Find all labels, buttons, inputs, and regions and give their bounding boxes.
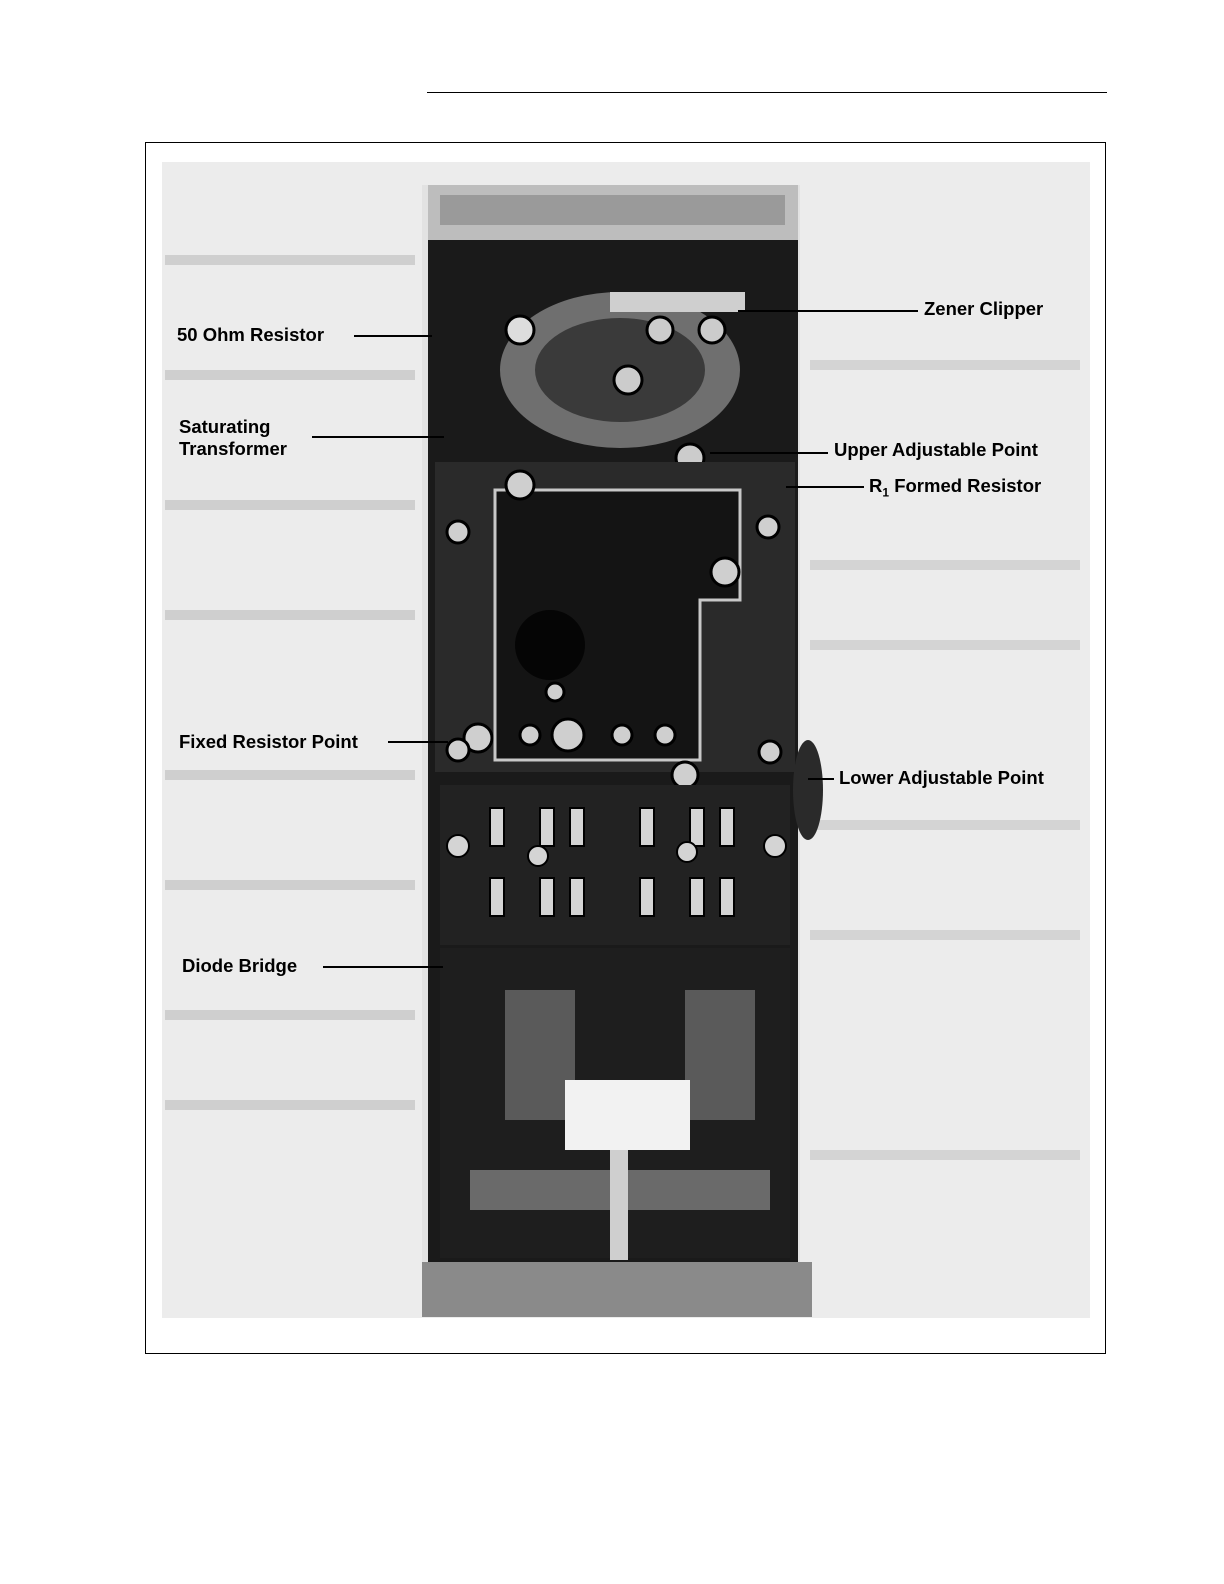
label-saturating-transformer (179, 416, 287, 460)
label-zener-clipper: Zener Clipper (924, 298, 1044, 319)
lower-adjustable-point-arm (793, 740, 823, 840)
resistor-terminal (506, 316, 534, 344)
leader-saturating-transformer (312, 436, 444, 438)
label-diode-bridge: Diode Bridge (182, 955, 298, 976)
leader-fixed-resistor-point (388, 741, 448, 743)
zener-clipper-part (610, 292, 745, 312)
leader-lower-adjustable-point (808, 778, 834, 780)
label-upper-adjustable-point: Upper Adjustable Point (834, 439, 1038, 460)
leader-diode-bridge (323, 966, 443, 968)
label-saturating-line1: Saturating (179, 416, 271, 437)
leader-50-ohm-resistor (354, 335, 432, 337)
label-r1-suffix: Formed Resistor (889, 475, 1042, 496)
leader-zener-clipper (738, 310, 918, 312)
relay-right (685, 990, 755, 1120)
chassis-base (422, 1262, 812, 1317)
background-text-left (165, 255, 415, 1110)
relay-label-plate (565, 1080, 690, 1150)
leader-r1-formed-resistor (786, 486, 864, 488)
label-r1-prefix: R (869, 475, 883, 496)
label-r1-formed-resistor (869, 475, 1041, 504)
label-fixed-resistor-point: Fixed Resistor Point (179, 731, 358, 752)
label-r1-subscript: 1 (882, 485, 890, 500)
relay-left (505, 990, 575, 1120)
label-50-ohm-resistor: 50 Ohm Resistor (177, 324, 325, 345)
lower-adjustable-point-part (672, 762, 698, 788)
leader-upper-adjustable-point (710, 452, 828, 454)
label-saturating-line2: Transformer (179, 438, 287, 459)
label-lower-adjustable-point: Lower Adjustable Point (839, 767, 1044, 788)
